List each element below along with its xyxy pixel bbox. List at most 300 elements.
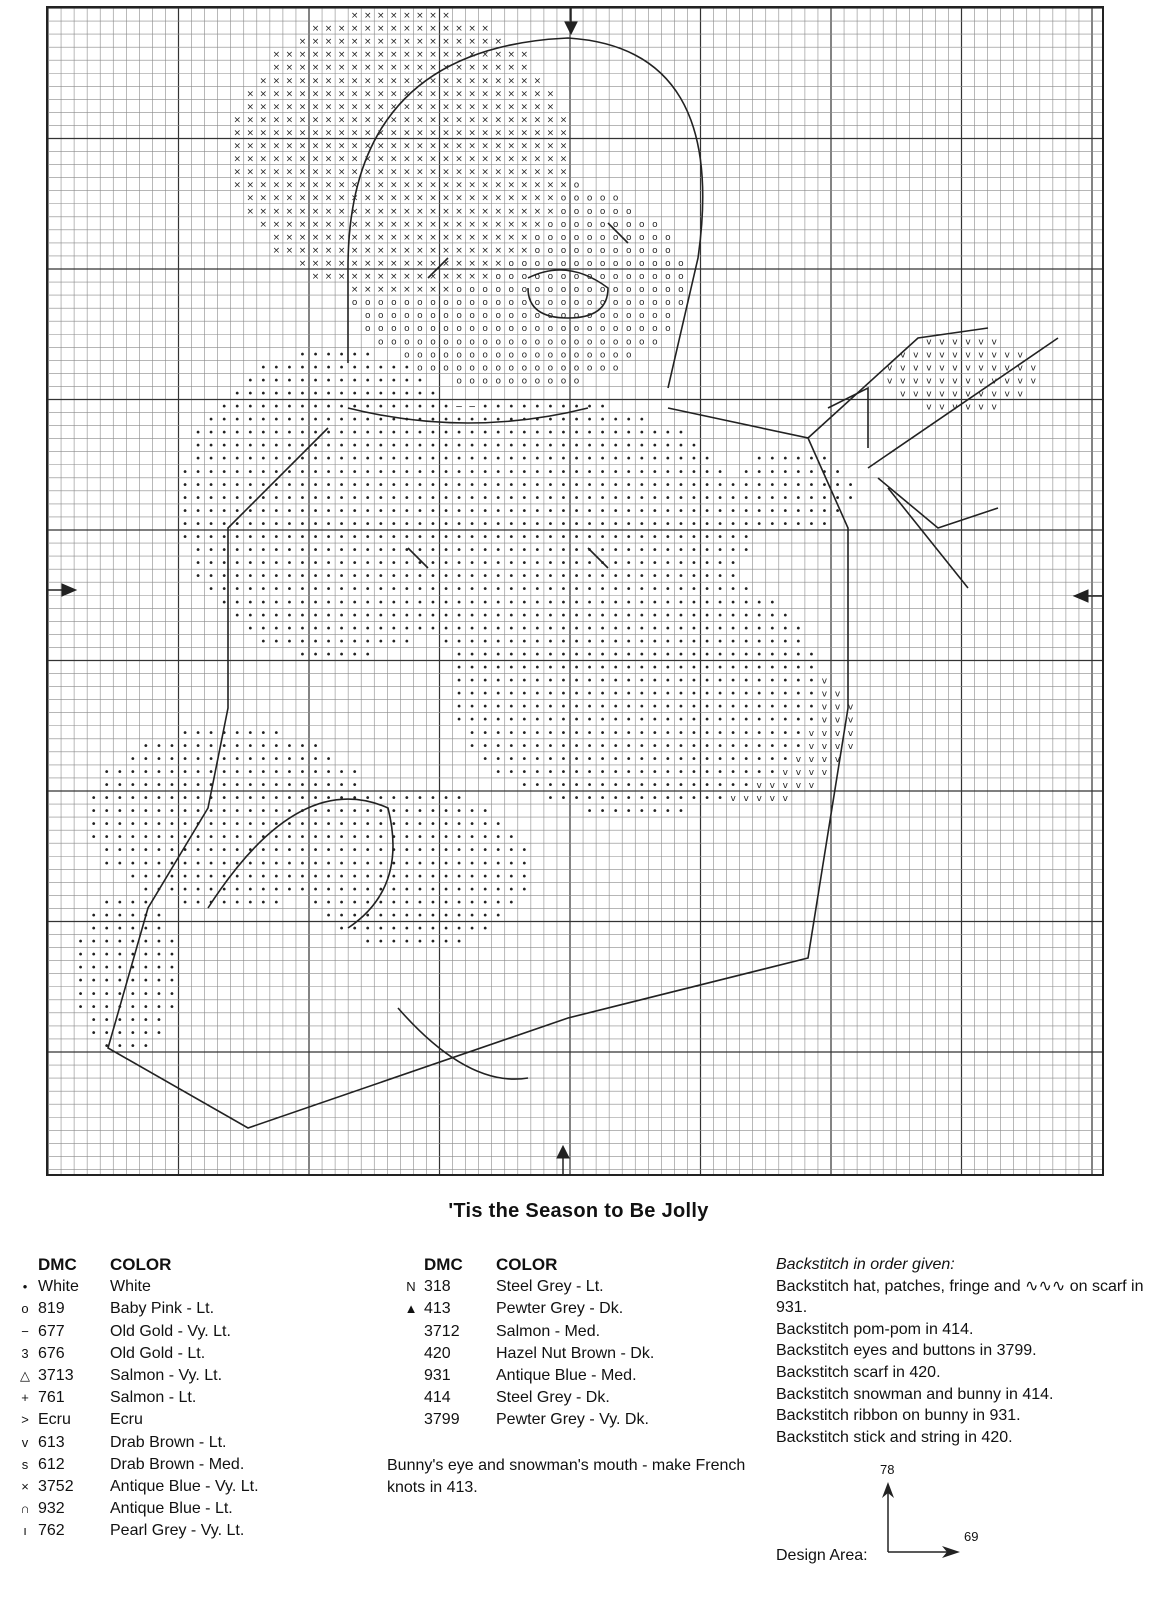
svg-text:•: • [325,819,332,831]
svg-text:o: o [404,350,410,361]
backstitch-line: Backstitch stick and string in 420. [776,1428,1013,1446]
svg-text:v: v [991,389,997,400]
svg-text:•: • [456,858,463,870]
svg-text:•: • [129,936,136,948]
svg-text:v: v [965,376,971,387]
svg-text:•: • [364,610,371,622]
svg-text:•: • [612,532,619,544]
svg-text:o: o [560,350,567,361]
svg-text:•: • [717,610,724,622]
svg-text:×: × [494,180,502,191]
svg-text:v: v [939,402,945,413]
svg-text:•: • [260,806,267,818]
svg-text:•: • [769,727,776,739]
svg-text:•: • [469,688,476,700]
stitch-symbol-icon: ı [23,1523,27,1539]
svg-text:•: • [795,740,802,752]
svg-text:o: o [534,232,541,243]
svg-text:×: × [468,50,476,61]
svg-text:×: × [324,102,333,113]
svg-text:v: v [939,389,945,400]
svg-text:•: • [443,532,449,544]
svg-text:•: • [430,532,436,544]
svg-text:•: • [286,597,293,609]
svg-text:×: × [259,193,268,204]
svg-text:•: • [664,649,671,661]
svg-text:•: • [260,453,267,465]
svg-text:•: • [377,845,384,857]
svg-text:o: o [665,311,671,322]
svg-text:•: • [469,662,476,674]
svg-text:o: o [573,245,580,256]
svg-text:•: • [364,806,371,818]
svg-text:o: o [573,232,580,243]
svg-text:•: • [664,688,671,700]
svg-text:•: • [456,518,463,530]
svg-text:•: • [482,701,489,713]
svg-text:×: × [272,219,281,230]
svg-text:•: • [782,753,789,765]
svg-text:•: • [403,427,410,439]
svg-text:×: × [429,115,437,126]
svg-text:•: • [338,466,345,478]
svg-text:•: • [612,740,619,752]
svg-text:•: • [704,584,710,596]
svg-text:•: • [456,688,463,700]
svg-text:•: • [691,440,697,452]
svg-text:•: • [482,558,489,570]
svg-text:v: v [834,754,841,765]
svg-text:•: • [221,858,228,870]
svg-text:•: • [456,505,463,517]
svg-text:•: • [730,571,737,583]
svg-text:•: • [469,714,476,726]
svg-text:×: × [416,219,424,230]
svg-text:×: × [350,37,359,48]
svg-text:•: • [155,806,162,818]
svg-text:•: • [547,545,554,557]
svg-text:•: • [495,649,502,661]
svg-text:v: v [965,337,971,348]
svg-text:•: • [469,466,476,478]
svg-text:•: • [612,675,619,687]
svg-text:•: • [234,505,241,517]
dmc-header: DMC [38,1255,77,1274]
svg-text:v: v [991,337,997,348]
svg-text:×: × [533,128,542,139]
svg-text:•: • [325,518,332,530]
svg-text:•: • [325,532,332,544]
svg-text:×: × [363,89,372,100]
svg-text:v: v [1004,363,1010,374]
svg-text:×: × [324,37,333,48]
svg-text:•: • [286,623,293,635]
svg-text:•: • [664,571,671,583]
svg-text:•: • [390,884,397,896]
svg-text:•: • [456,440,463,452]
svg-text:•: • [377,518,384,530]
svg-text:•: • [155,858,162,870]
svg-text:×: × [468,167,476,178]
svg-text:•: • [286,427,293,439]
svg-text:•: • [443,466,449,478]
svg-text:•: • [260,545,267,557]
svg-text:•: • [599,492,606,504]
legend-row [12,1298,259,1320]
svg-text:×: × [494,219,502,230]
svg-text:•: • [495,518,502,530]
svg-text:o: o [665,324,671,335]
svg-text:•: • [155,1001,162,1013]
svg-text:×: × [559,180,568,191]
svg-text:×: × [285,193,294,204]
svg-text:•: • [508,753,515,765]
svg-text:•: • [182,832,188,844]
svg-text:×: × [520,232,529,243]
svg-text:•: • [743,584,750,596]
svg-text:•: • [547,753,554,765]
svg-text:•: • [273,806,280,818]
svg-text:•: • [612,479,619,491]
svg-text:•: • [651,453,658,465]
svg-text:•: • [456,584,463,596]
svg-text:×: × [546,128,555,139]
svg-text:•: • [612,610,619,622]
svg-text:o: o [534,285,541,296]
svg-text:•: • [390,571,397,583]
svg-text:•: • [521,884,528,896]
svg-text:o: o [573,206,580,217]
svg-text:•: • [704,571,710,583]
svg-text:•: • [547,453,554,465]
svg-text:•: • [155,1027,162,1039]
svg-text:×: × [429,50,437,61]
stitch-symbol-icon: s [21,1456,29,1472]
svg-text:•: • [312,518,319,530]
svg-text:•: • [377,362,384,374]
svg-text:•: • [547,466,554,478]
svg-text:×: × [546,89,555,100]
svg-text:•: • [260,623,267,635]
svg-text:•: • [508,584,515,596]
svg-text:×: × [324,272,333,283]
svg-text:v: v [1017,389,1023,400]
svg-text:•: • [312,584,319,596]
svg-text:o: o [508,337,515,348]
svg-text:×: × [429,37,437,48]
svg-text:•: • [664,545,671,557]
svg-text:o: o [599,350,606,361]
svg-text:×: × [350,272,359,283]
svg-text:•: • [625,597,632,609]
svg-text:o: o [495,363,501,374]
svg-text:•: • [730,766,737,778]
svg-text:•: • [430,571,436,583]
svg-text:•: • [351,545,358,557]
svg-text:×: × [481,193,489,204]
svg-text:×: × [403,285,411,296]
svg-text:×: × [377,63,385,74]
svg-text:•: • [821,492,828,504]
svg-text:•: • [677,806,684,818]
svg-text:•: • [390,623,397,635]
svg-text:×: × [363,258,372,269]
svg-text:•: • [377,532,384,544]
svg-text:×: × [442,102,450,113]
svg-text:•: • [730,740,737,752]
svg-text:•: • [364,936,371,948]
svg-text:•: • [403,806,410,818]
svg-text:•: • [508,884,515,896]
svg-text:•: • [743,479,750,491]
svg-text:•: • [273,375,280,387]
svg-text:•: • [443,884,449,896]
svg-text:•: • [208,427,215,439]
svg-text:•: • [234,414,241,426]
floss-color-name: Old Gold - Vy. Lt. [110,1322,231,1340]
svg-text:•: • [103,1014,110,1026]
svg-text:•: • [508,766,515,778]
svg-text:•: • [338,349,345,361]
svg-text:•: • [769,675,776,687]
svg-text:•: • [430,793,436,805]
svg-text:•: • [456,571,463,583]
svg-text:•: • [403,479,410,491]
svg-text:×: × [507,63,516,74]
svg-text:•: • [273,884,280,896]
svg-text:×: × [546,193,555,204]
svg-text:•: • [116,962,123,974]
svg-text:•: • [247,388,254,400]
svg-text:×: × [324,180,333,191]
svg-text:•: • [469,440,476,452]
svg-text:×: × [259,206,268,217]
svg-text:•: • [664,779,671,791]
svg-text:•: • [403,440,410,452]
svg-text:•: • [808,453,815,465]
svg-text:×: × [546,141,555,152]
svg-text:•: • [534,740,541,752]
svg-text:×: × [481,154,489,165]
svg-text:•: • [782,714,789,726]
svg-text:o: o [495,298,501,309]
dmc-number: 819 [38,1300,65,1318]
svg-text:•: • [573,714,580,726]
svg-text:•: • [221,440,228,452]
svg-text:•: • [573,492,580,504]
svg-text:×: × [507,219,516,230]
svg-text:•: • [403,532,410,544]
svg-text:×: × [390,206,398,217]
svg-text:o: o [391,311,397,322]
svg-text:×: × [416,258,424,269]
svg-text:•: • [169,1001,175,1013]
svg-text:•: • [260,466,267,478]
svg-text:•: • [247,819,254,831]
svg-text:v: v [965,402,971,413]
svg-text:•: • [443,610,449,622]
svg-text:×: × [324,219,333,230]
svg-text:•: • [155,988,162,1000]
svg-text:•: • [456,492,463,504]
design-height: 78 [880,1462,895,1477]
svg-text:•: • [195,505,202,517]
svg-text:×: × [285,76,294,87]
dmc-number: 413 [424,1300,451,1318]
svg-text:•: • [586,414,593,426]
svg-text:•: • [456,610,463,622]
svg-text:o: o [586,337,593,348]
svg-text:×: × [481,128,489,139]
svg-text:v: v [808,741,815,752]
svg-text:•: • [403,636,410,648]
svg-text:o: o [625,219,632,230]
svg-text:•: • [443,584,449,596]
svg-text:•: • [390,388,397,400]
svg-text:•: • [364,858,371,870]
chart-grid [48,8,1102,1174]
svg-text:•: • [247,427,254,439]
svg-text:×: × [455,232,463,243]
svg-text:•: • [351,766,358,778]
svg-text:•: • [182,727,188,739]
svg-text:•: • [521,532,528,544]
svg-text:•: • [625,584,632,596]
svg-text:o: o [534,298,541,309]
svg-text:•: • [364,440,371,452]
svg-text:•: • [430,806,436,818]
svg-text:×: × [481,245,489,256]
svg-text:•: • [573,532,580,544]
svg-text:•: • [651,766,658,778]
dmc-number: 613 [38,1433,65,1451]
svg-text:•: • [625,545,632,557]
svg-text:•: • [547,675,554,687]
svg-text:×: × [377,76,385,87]
svg-text:•: • [638,427,645,439]
svg-text:×: × [455,272,463,283]
svg-text:•: • [495,636,502,648]
svg-text:•: • [299,466,306,478]
svg-text:•: • [443,558,449,570]
svg-text:•: • [612,727,619,739]
svg-text:•: • [769,766,776,778]
svg-text:v: v [847,741,854,752]
svg-text:•: • [521,649,528,661]
svg-text:•: • [390,910,397,922]
svg-text:•: • [547,584,554,596]
svg-text:•: • [625,701,632,713]
svg-text:×: × [390,193,398,204]
svg-text:•: • [286,884,293,896]
svg-text:•: • [482,505,489,517]
svg-text:•: • [142,962,149,974]
svg-text:o: o [599,219,606,230]
svg-text:•: • [547,505,554,517]
svg-text:•: • [312,401,319,413]
svg-text:•: • [573,610,580,622]
svg-text:×: × [298,193,307,204]
svg-text:o: o [599,285,606,296]
svg-text:o: o [612,232,619,243]
svg-text:o: o [508,258,515,269]
svg-text:•: • [638,466,645,478]
svg-text:•: • [312,414,319,426]
svg-text:•: • [756,623,763,635]
svg-text:o: o [469,285,475,296]
svg-text:•: • [651,584,658,596]
svg-text:•: • [717,662,724,674]
svg-text:×: × [442,167,450,178]
stitch-symbol-icon: > [21,1412,29,1428]
svg-text:•: • [169,988,175,1000]
svg-text:•: • [834,466,841,478]
svg-text:•: • [508,845,515,857]
svg-text:•: • [430,832,436,844]
svg-text:•: • [612,518,619,530]
svg-text:•: • [90,806,97,818]
svg-text:×: × [442,285,450,296]
svg-text:o: o [456,376,462,387]
svg-text:•: • [364,571,371,583]
svg-text:×: × [520,128,529,139]
svg-text:•: • [390,375,397,387]
svg-text:×: × [298,50,307,61]
svg-text:•: • [547,558,554,570]
svg-text:×: × [259,115,268,126]
svg-text:•: • [195,479,202,491]
svg-text:•: • [769,479,776,491]
svg-text:×: × [377,245,385,256]
svg-text:•: • [286,518,293,530]
svg-text:×: × [390,115,398,126]
svg-text:•: • [821,466,828,478]
svg-text:•: • [116,923,123,935]
svg-text:o: o [586,324,593,335]
svg-text:•: • [730,649,737,661]
svg-text:•: • [586,806,593,818]
svg-text:o: o [430,324,436,335]
svg-text:o: o [612,245,619,256]
svg-text:•: • [495,910,502,922]
svg-text:×: × [337,63,346,74]
svg-text:×: × [520,154,529,165]
svg-text:•: • [456,649,463,661]
svg-text:×: × [494,89,502,100]
svg-text:•: • [691,492,697,504]
svg-text:•: • [403,492,410,504]
svg-text:•: • [90,1014,97,1026]
svg-text:×: × [533,89,542,100]
svg-text:•: • [638,597,645,609]
svg-text:v: v [808,728,815,739]
svg-text:×: × [311,245,320,256]
svg-text:•: • [651,793,658,805]
svg-text:•: • [234,610,241,622]
svg-text:•: • [430,897,436,909]
svg-text:•: • [299,832,306,844]
svg-text:•: • [260,532,267,544]
svg-text:•: • [364,597,371,609]
svg-text:•: • [730,492,737,504]
svg-text:•: • [743,545,750,557]
svg-text:•: • [312,819,319,831]
svg-text:•: • [430,453,436,465]
svg-text:•: • [808,688,815,700]
svg-text:•: • [704,636,710,648]
svg-text:•: • [612,636,619,648]
svg-text:×: × [337,272,346,283]
